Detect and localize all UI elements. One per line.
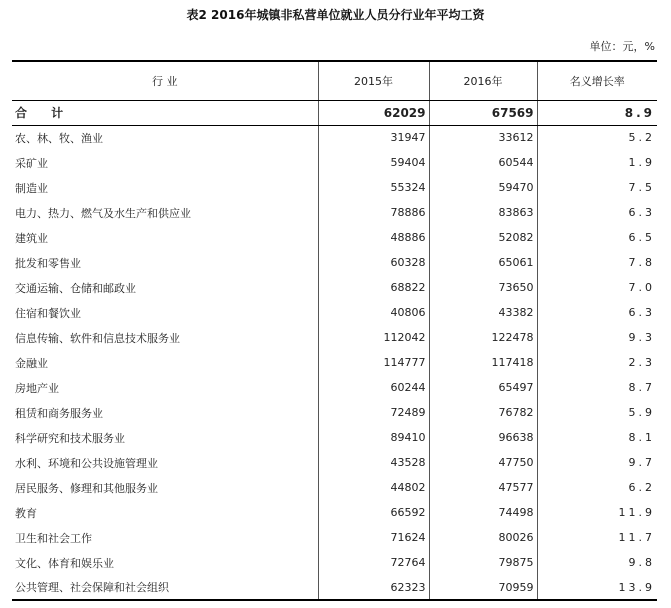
growth-rate: 6.5 <box>537 225 657 250</box>
value-2015: 89410 <box>318 425 429 450</box>
industry-name: 公共管理、社会保障和社会组织 <box>12 575 318 600</box>
value-2016: 60544 <box>429 150 537 175</box>
industry-name: 居民服务、修理和其他服务业 <box>15 481 158 495</box>
industry-name: 文化、体育和娱乐业 <box>15 556 114 570</box>
value-2015: 55324 <box>318 175 429 200</box>
industry-name: 建筑业 <box>15 231 48 245</box>
industry-name: 批发和零售业 <box>15 256 81 270</box>
value-2016: 80026 <box>429 525 537 550</box>
industry-name: 卫生和社会工作 <box>15 531 92 545</box>
growth-rate: 7.8 <box>537 250 657 275</box>
table-row <box>12 250 657 275</box>
table-row <box>12 375 657 400</box>
table-row <box>12 275 657 300</box>
value-2015: 60328 <box>318 250 429 275</box>
value-2015: 44802 <box>318 475 429 500</box>
table-title: 表2 2016年城镇非私营单位就业人员分行业年平均工资 <box>186 8 485 22</box>
value-2016: 47750 <box>429 450 537 475</box>
value-2016: 47577 <box>429 475 537 500</box>
value-2015: 72764 <box>318 550 429 575</box>
total-name: 合 计 <box>12 100 318 125</box>
growth-rate: 9.3 <box>537 325 657 350</box>
total-rate: 8.9 <box>537 100 657 125</box>
industry-name: 房地产业 <box>15 381 59 395</box>
value-2015: 40806 <box>318 300 429 325</box>
growth-rate: 7.5 <box>537 175 657 200</box>
value-2016: 117418 <box>429 350 537 375</box>
table-row <box>12 525 657 550</box>
table-row <box>12 450 657 475</box>
value-2016: 79875 <box>429 550 537 575</box>
industry-name: 制造业 <box>15 181 48 195</box>
growth-rate: 5.9 <box>537 400 657 425</box>
table-row <box>12 425 657 450</box>
value-2016: 122478 <box>429 325 537 350</box>
growth-rate: 8.7 <box>537 375 657 400</box>
value-2015: 48886 <box>318 225 429 250</box>
value-2015: 68822 <box>318 275 429 300</box>
industry-name: 住宿和餐饮业 <box>15 306 81 320</box>
table-row <box>12 200 657 225</box>
wage-table <box>12 60 657 601</box>
header-2015: 2015年 <box>318 61 429 100</box>
value-2015: 43528 <box>318 450 429 475</box>
value-2015: 112042 <box>318 325 429 350</box>
industry-name: 采矿业 <box>15 156 48 170</box>
industry-name: 科学研究和技术服务业 <box>15 431 125 445</box>
table-row <box>12 225 657 250</box>
growth-rate: 13.9 <box>537 575 657 600</box>
header-growth-rate: 名义增长率 <box>537 61 657 100</box>
industry-name: 教育 <box>15 506 37 520</box>
table-row <box>12 300 657 325</box>
value-2016: 52082 <box>429 225 537 250</box>
table-row <box>12 325 657 350</box>
value-2016: 43382 <box>429 300 537 325</box>
growth-rate: 7.0 <box>537 275 657 300</box>
growth-rate: 8.1 <box>537 425 657 450</box>
value-2016: 65497 <box>429 375 537 400</box>
value-2016: 70959 <box>429 575 537 600</box>
header-industry: 行 业 <box>12 61 318 100</box>
value-2016: 76782 <box>429 400 537 425</box>
table-row <box>12 500 657 525</box>
industry-name: 租赁和商务服务业 <box>15 406 103 420</box>
unit-label: 单位：元，% <box>589 40 655 53</box>
growth-rate: 1.9 <box>537 150 657 175</box>
growth-rate: 6.2 <box>537 475 657 500</box>
growth-rate: 11.9 <box>537 500 657 525</box>
value-2015: 72489 <box>318 400 429 425</box>
value-2015: 62323 <box>318 575 429 600</box>
table-row <box>12 150 657 175</box>
industry-name: 信息传输、软件和信息技术服务业 <box>15 331 180 345</box>
growth-rate: 9.8 <box>537 550 657 575</box>
growth-rate: 9.7 <box>537 450 657 475</box>
value-2015: 66592 <box>318 500 429 525</box>
value-2016: 83863 <box>429 200 537 225</box>
growth-rate: 2.3 <box>537 350 657 375</box>
industry-name: 金融业 <box>15 356 48 370</box>
value-2016: 74498 <box>429 500 537 525</box>
growth-rate: 6.3 <box>537 200 657 225</box>
table-row <box>12 400 657 425</box>
total-row <box>12 100 657 125</box>
value-2016: 65061 <box>429 250 537 275</box>
value-2015: 60244 <box>318 375 429 400</box>
table-row <box>12 550 657 575</box>
value-2016: 33612 <box>429 125 537 150</box>
table-row <box>12 475 657 500</box>
industry-name: 农、林、牧、渔业 <box>15 131 103 145</box>
header-row <box>12 61 657 100</box>
table-row <box>12 175 657 200</box>
value-2015: 71624 <box>318 525 429 550</box>
growth-rate: 6.3 <box>537 300 657 325</box>
table-row <box>12 125 657 150</box>
value-2016: 59470 <box>429 175 537 200</box>
value-2015: 31947 <box>318 125 429 150</box>
total-2015: 62029 <box>318 100 429 125</box>
value-2015: 78886 <box>318 200 429 225</box>
value-2016: 96638 <box>429 425 537 450</box>
growth-rate: 11.7 <box>537 525 657 550</box>
header-2016: 2016年 <box>429 61 537 100</box>
industry-name: 交通运输、仓储和邮政业 <box>15 281 136 295</box>
table-row <box>12 575 657 600</box>
growth-rate: 5.2 <box>537 125 657 150</box>
value-2015: 59404 <box>318 150 429 175</box>
total-2016: 67569 <box>429 100 537 125</box>
industry-name: 水利、环境和公共设施管理业 <box>15 456 158 470</box>
table-row <box>12 350 657 375</box>
value-2016: 73650 <box>429 275 537 300</box>
value-2015: 114777 <box>318 350 429 375</box>
industry-name: 电力、热力、燃气及水生产和供应业 <box>15 206 191 220</box>
